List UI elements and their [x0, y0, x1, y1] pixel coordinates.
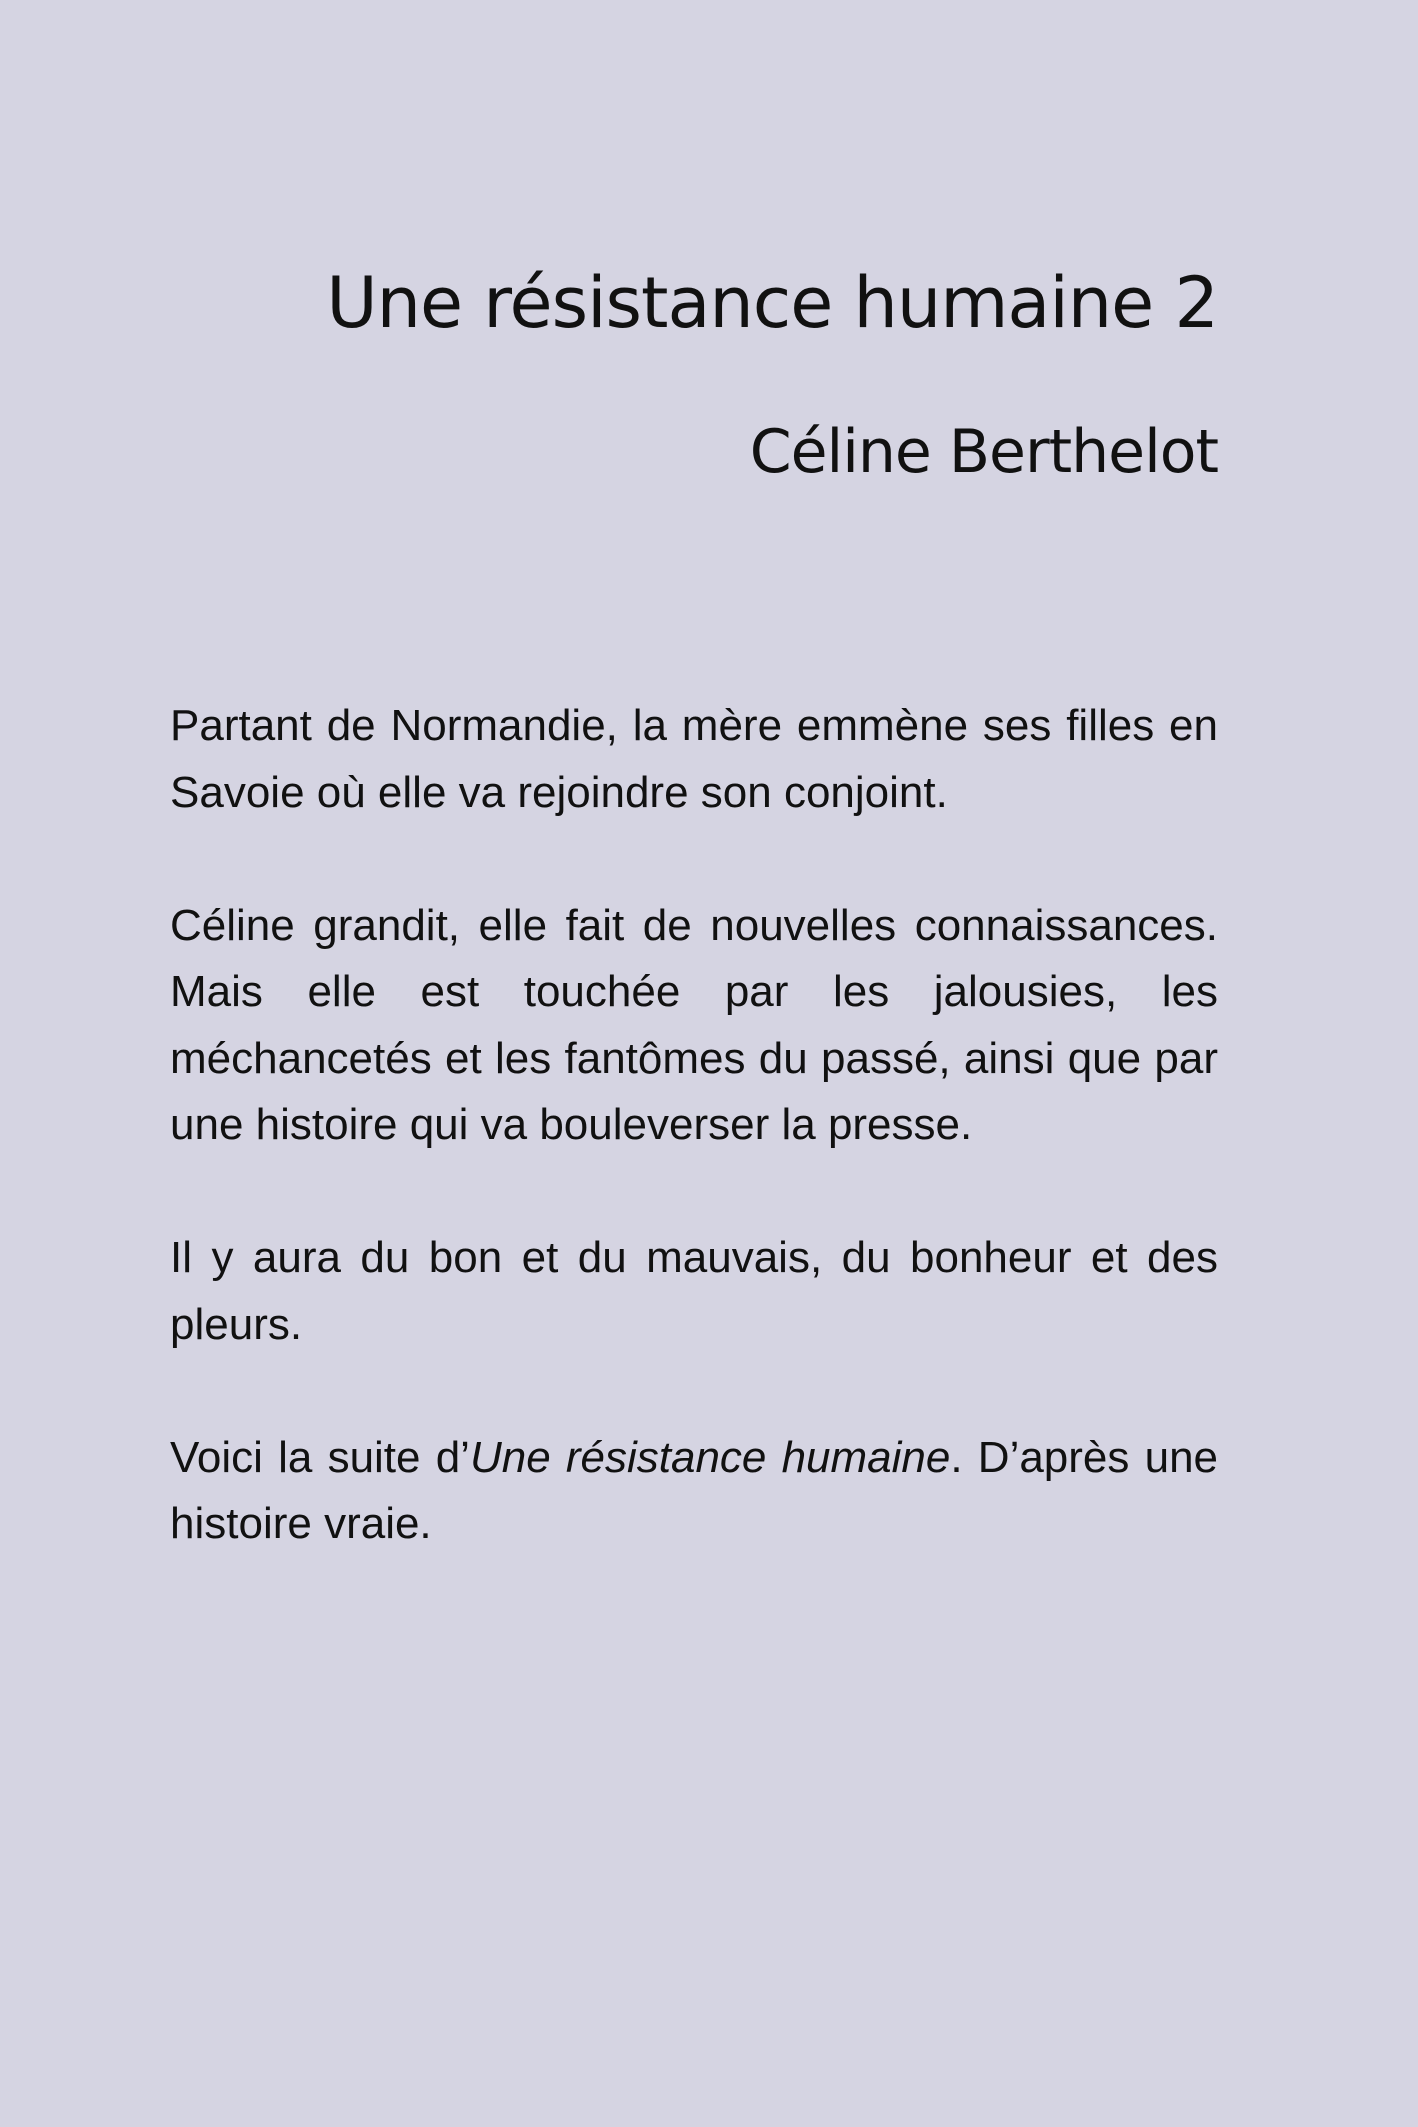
- cover-blurb: [170, 693, 1218, 1558]
- book-title: Une résistance humaine 2: [326, 262, 1218, 344]
- blurb-paragraph: Il y aura du bon et du mauvais, du bonheur et des pleurs.: [170, 1233, 1218, 1349]
- closing-book-title: Une résistance humaine: [469, 1432, 951, 1482]
- author-name: Céline Berthelot: [749, 417, 1218, 487]
- blurb-paragraph: Céline grandit, elle fait de nouvelles connaissances. Mais elle est touchée par les jalousies, les méchancetés et les fantômes du passé, ainsi que par une histoire qui va bouleverser la presse.: [170, 900, 1218, 1149]
- blurb-closing-paragraph: [170, 1425, 1218, 1558]
- closing-text-before: Voici la suite d’: [170, 1432, 470, 1482]
- closing-text-after: . D’après une histoire vraie.: [170, 1432, 1219, 1548]
- blurb-paragraph: Partant de Normandie, la mère emmène ses filles en Savoie où elle va rejoindre son conjoint.: [170, 701, 1218, 817]
